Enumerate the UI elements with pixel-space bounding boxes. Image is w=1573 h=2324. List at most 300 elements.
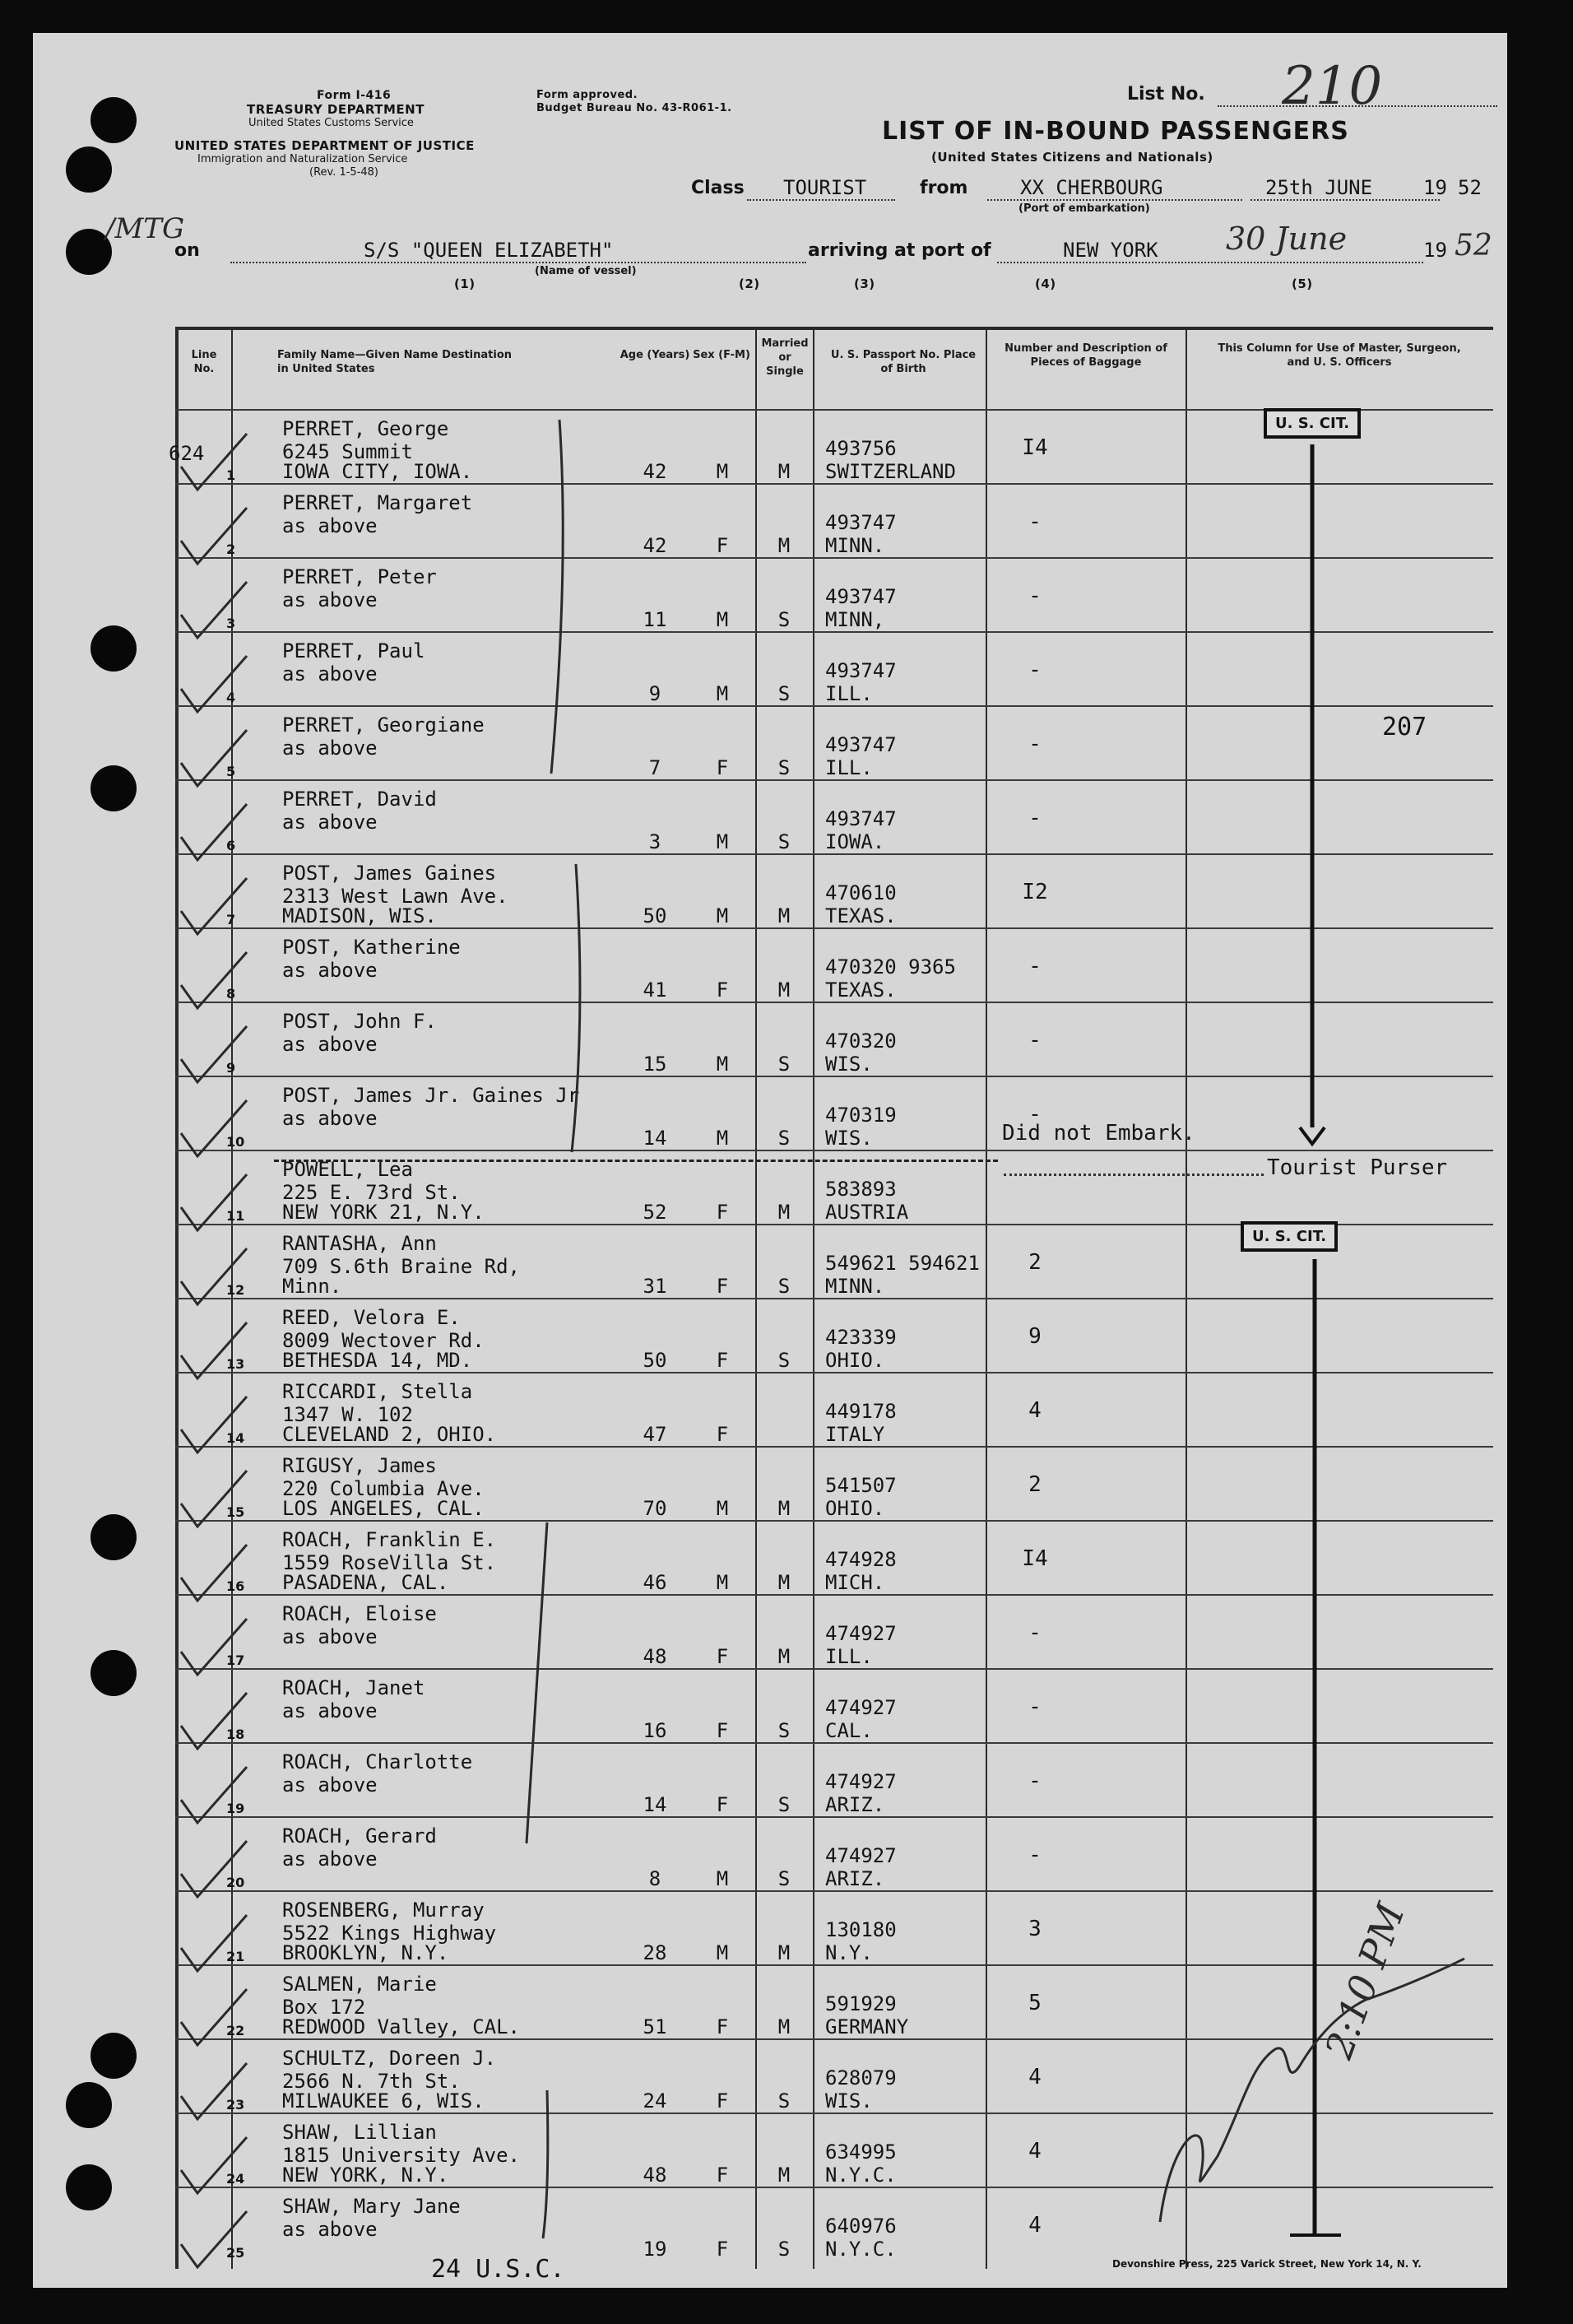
passport-number: 493747	[825, 585, 897, 608]
did-not-embark-note: Did not Embark.	[1002, 1121, 1195, 1146]
page-title: LIST OF IN-BOUND PASSENGERS	[882, 117, 1349, 146]
passport-number: 493747	[825, 807, 897, 830]
check-mark	[181, 730, 247, 786]
age-cell: 24	[643, 2089, 667, 2113]
place-of-birth: TEXAS.	[825, 978, 897, 1002]
place-of-birth: WIS.	[825, 1053, 873, 1076]
bracket-mark	[527, 1522, 547, 1843]
passenger-name: ROACH, Gerard	[282, 1824, 437, 1848]
arrival-year-prefix: 19	[1423, 239, 1447, 262]
check-mark	[181, 1026, 247, 1082]
line-number: 9	[226, 1060, 236, 1076]
line-number: 3	[226, 616, 236, 631]
line-number: 21	[226, 1949, 245, 1964]
marital-cell: M	[777, 1201, 791, 1224]
line-number: 22	[226, 2023, 245, 2038]
column-number-5: (5)	[1292, 277, 1313, 291]
address-line-1: as above	[282, 1699, 378, 1722]
sex-cell: M	[716, 1941, 729, 1964]
baggage-count: 2	[1028, 1472, 1042, 1497]
ins-label: Immigration and Naturalization Service	[197, 153, 408, 165]
passport-number: 470320	[825, 1030, 897, 1053]
signature-mark	[1160, 1959, 1464, 2222]
sex-cell: F	[716, 1275, 729, 1298]
passenger-name: PERRET, Georgiane	[282, 713, 485, 737]
place-of-birth: N.Y.C.	[825, 2164, 897, 2187]
marital-cell: S	[777, 608, 791, 631]
address-line-1: as above	[282, 1848, 378, 1871]
age-cell: 14	[643, 1793, 667, 1816]
header-line-no: Line No.	[191, 349, 217, 375]
check-mark	[181, 1989, 247, 2045]
manifest-page	[33, 33, 1507, 2288]
passport-number: 634995	[825, 2140, 897, 2164]
passenger-name: PERRET, Peter	[282, 565, 437, 588]
column-number-4: (4)	[1035, 277, 1056, 291]
passport-number: 470319	[825, 1104, 897, 1127]
marital-cell: M	[777, 534, 791, 557]
check-mark	[181, 952, 247, 1008]
check-mark	[181, 1767, 247, 1823]
address-line-2: CLEVELAND 2, OHIO.	[282, 1423, 497, 1446]
age-cell: 14	[643, 1127, 667, 1150]
passport-number: 493747	[825, 511, 897, 534]
marital-cell: S	[777, 1053, 791, 1076]
address-line-2: MILWAUKEE 6, WIS.	[282, 2089, 485, 2113]
address-line-1: as above	[282, 1107, 378, 1130]
place-of-birth: N.Y.C.	[825, 2238, 897, 2261]
line-number: 15	[226, 1504, 245, 1520]
baggage-count: -	[1028, 509, 1042, 534]
age-cell: 15	[643, 1053, 667, 1076]
sex-cell: M	[716, 682, 729, 705]
age-cell: 9	[648, 682, 661, 705]
arrival-port: NEW YORK	[1063, 239, 1158, 262]
place-of-birth: MINN,	[825, 608, 885, 631]
baggage-count: 4	[1028, 1398, 1042, 1423]
passenger-name: ROACH, Franklin E.	[282, 1528, 497, 1551]
marital-cell: S	[777, 1127, 791, 1150]
address-line-1: as above	[282, 588, 378, 611]
address-line-1: as above	[282, 1773, 378, 1796]
line-number: 8	[226, 986, 236, 1002]
passenger-name: POST, John F.	[282, 1010, 437, 1033]
column-number-3: (3)	[854, 277, 875, 291]
marital-cell: S	[777, 682, 791, 705]
place-of-birth: ARIZ.	[825, 1793, 885, 1816]
line-number: 19	[226, 1801, 245, 1816]
passport-number: 130180	[825, 1918, 897, 1941]
address-line-1: Box 172	[282, 1996, 366, 2019]
vessel-caption: (Name of vessel)	[535, 265, 637, 277]
age-cell: 31	[643, 1275, 667, 1298]
passenger-name: RIGUSY, James	[282, 1454, 437, 1477]
passenger-name: ROSENBERG, Murray	[282, 1899, 485, 1922]
place-of-birth: OHIO.	[825, 1349, 885, 1372]
passport-number: 423339	[825, 1326, 897, 1349]
line-number: 18	[226, 1727, 245, 1742]
line-number: 5	[226, 764, 236, 779]
address-line-1: 8009 Wectover Rd.	[282, 1329, 485, 1352]
line-number: 23	[226, 2097, 245, 2113]
marital-cell: M	[777, 1645, 791, 1668]
baggage-count: -	[1028, 806, 1042, 830]
passenger-name: SCHULTZ, Doreen J.	[282, 2047, 497, 2070]
passenger-name: POST, James Jr. Gaines Jr	[282, 1084, 580, 1107]
citizen-stamp-bottom: U. S. CIT.	[1241, 1221, 1338, 1252]
column-number-2: (2)	[739, 277, 760, 291]
baggage-count: 4	[1028, 2065, 1042, 2089]
line-number: 12	[226, 1282, 245, 1298]
address-line-1: 2566 N. 7th St.	[282, 2070, 461, 2093]
footer-statute: 24 U.S.C.	[431, 2255, 565, 2284]
address-line-1: as above	[282, 737, 378, 760]
passport-number: 449178	[825, 1400, 897, 1423]
address-line-2: PASADENA, CAL.	[282, 1571, 449, 1594]
passport-number: 474927	[825, 1622, 897, 1645]
marital-cell: S	[777, 1793, 791, 1816]
age-cell: 3	[648, 830, 661, 853]
sex-cell: F	[716, 978, 729, 1002]
address-line-2: Minn.	[282, 1275, 342, 1298]
passport-number: 470610	[825, 881, 897, 904]
check-mark	[181, 804, 247, 860]
age-cell: 48	[643, 2164, 667, 2187]
place-of-birth: ILL.	[825, 1645, 873, 1668]
age-cell: 7	[648, 756, 661, 779]
header-passport: U. S. Passport No. Place of Birth	[830, 349, 977, 375]
on-label: on	[174, 240, 200, 261]
passenger-name: PERRET, George	[282, 417, 449, 440]
treasury-label: TREASURY DEPARTMENT	[247, 102, 425, 117]
line-number: 7	[226, 912, 236, 927]
class-label: Class	[691, 178, 745, 198]
form-number: Form I-416	[317, 89, 392, 102]
baggage-count: -	[1028, 732, 1042, 756]
address-line-2: LOS ANGELES, CAL.	[282, 1497, 485, 1520]
place-of-birth: SWITZERLAND	[825, 460, 956, 483]
sex-cell: M	[716, 904, 729, 927]
header-sex: Sex (F-M)	[693, 349, 750, 361]
address-line-1: as above	[282, 811, 378, 834]
marital-cell: M	[777, 1497, 791, 1520]
page-subtitle: (United States Citizens and Nationals)	[931, 150, 1213, 165]
line-number: 25	[226, 2245, 245, 2261]
age-cell: 16	[643, 1719, 667, 1742]
age-cell: 42	[643, 460, 667, 483]
passport-number: 640976	[825, 2215, 897, 2238]
sex-cell: M	[716, 1867, 729, 1890]
baggage-count: -	[1028, 1843, 1042, 1867]
passenger-name: REED, Velora E.	[282, 1306, 461, 1329]
baggage-count: 3	[1028, 1917, 1042, 1941]
passport-number: 474927	[825, 1844, 897, 1867]
address-line-1: 6245 Summit	[282, 440, 413, 463]
check-mark	[181, 1248, 247, 1304]
age-cell: 19	[643, 2238, 667, 2261]
marital-cell: M	[777, 1941, 791, 1964]
port-of-embarkation: XX CHERBOURG	[1020, 176, 1163, 199]
address-line-1: 2313 West Lawn Ave.	[282, 885, 508, 908]
place-of-birth: GERMANY	[825, 2015, 909, 2038]
address-line-1: 1347 W. 102	[282, 1403, 413, 1426]
check-mark	[181, 1841, 247, 1897]
address-line-1: as above	[282, 1625, 378, 1648]
departure-year-prefix: 19	[1423, 176, 1447, 199]
line-number: 20	[226, 1875, 245, 1890]
place-of-birth: WIS.	[825, 2089, 873, 2113]
address-line-1: as above	[282, 514, 378, 537]
passport-number: 474927	[825, 1770, 897, 1793]
sex-cell: M	[716, 460, 729, 483]
sex-cell: F	[716, 1793, 729, 1816]
passenger-name: SHAW, Mary Jane	[282, 2195, 461, 2218]
passenger-name: RICCARDI, Stella	[282, 1380, 473, 1403]
place-of-birth: MINN.	[825, 1275, 885, 1298]
age-cell: 42	[643, 534, 667, 557]
sex-cell: F	[716, 1349, 729, 1372]
passenger-name: PERRET, Margaret	[282, 491, 473, 514]
purser-note: Tourist Purser	[1267, 1155, 1448, 1180]
passenger-name: ROACH, Janet	[282, 1676, 425, 1699]
baggage-count: I4	[1022, 435, 1048, 460]
check-mark	[181, 1915, 247, 1971]
check-mark	[181, 1397, 247, 1452]
age-cell: 47	[643, 1423, 667, 1446]
arriving-label: arriving at port of	[808, 240, 991, 261]
passport-number: 591929	[825, 1992, 897, 2015]
passport-number: 549621 594621	[825, 1252, 980, 1275]
baggage-count: I2	[1022, 880, 1048, 904]
sex-cell: F	[716, 1201, 729, 1224]
check-mark	[181, 656, 247, 712]
sex-cell: M	[716, 830, 729, 853]
approved-label: Form approved.	[536, 89, 638, 101]
bracket-mark	[572, 864, 580, 1152]
baggage-count: -	[1028, 954, 1042, 978]
page-reference: 207	[1382, 713, 1427, 741]
place-of-birth: CAL.	[825, 1719, 873, 1742]
vessel-name: S/S "QUEEN ELIZABETH"	[364, 239, 614, 262]
passenger-name: PERRET, David	[282, 788, 437, 811]
list-no-value: 210	[1282, 56, 1383, 117]
line-number: 14	[226, 1430, 245, 1446]
sex-cell: M	[716, 608, 729, 631]
marital-cell: M	[777, 2164, 791, 2187]
passport-number: 583893	[825, 1178, 897, 1201]
passport-number: 470320 9365	[825, 955, 956, 978]
place-of-birth: MINN.	[825, 534, 885, 557]
address-line-2: REDWOOD Valley, CAL.	[282, 2015, 520, 2038]
header-married: Married or Single	[761, 337, 809, 378]
doj-label: UNITED STATES DEPARTMENT OF JUSTICE	[174, 138, 475, 153]
address-line-1: as above	[282, 662, 378, 686]
address-line-1: 1815 University Ave.	[282, 2144, 520, 2167]
check-mark	[181, 2063, 247, 2119]
passenger-name: ROACH, Charlotte	[282, 1750, 473, 1773]
sex-cell: F	[716, 2089, 729, 2113]
baggage-count: -	[1028, 1102, 1042, 1127]
age-cell: 50	[643, 904, 667, 927]
line-number: 4	[226, 690, 236, 705]
line-number: 16	[226, 1578, 245, 1594]
baggage-count: -	[1028, 1620, 1042, 1645]
baggage-count: 9	[1028, 1324, 1042, 1349]
baggage-count: -	[1028, 583, 1042, 608]
place-of-birth: TEXAS.	[825, 904, 897, 927]
baggage-count: 2	[1028, 1250, 1042, 1275]
marital-cell: S	[777, 830, 791, 853]
header-name: Family Name—Given Name Destination in United States	[277, 349, 513, 375]
age-cell: 52	[643, 1201, 667, 1224]
marital-cell: S	[777, 2089, 791, 2113]
sex-cell: F	[716, 2238, 729, 2261]
bracket-mark	[551, 420, 563, 774]
marital-cell: S	[777, 1275, 791, 1298]
class-value: TOURIST	[783, 176, 867, 199]
column-number-1: (1)	[454, 277, 476, 291]
baggage-count: -	[1028, 1028, 1042, 1053]
check-mark	[181, 2211, 247, 2267]
passenger-name: POWELL, Lea	[282, 1158, 413, 1181]
check-mark	[181, 1471, 247, 1527]
check-mark	[181, 582, 247, 638]
address-line-2: NEW YORK, N.Y.	[282, 2164, 449, 2187]
age-cell: 8	[648, 1867, 661, 1890]
baggage-count: I4	[1022, 1546, 1048, 1571]
arrival-date: 30 June	[1226, 221, 1348, 257]
check-mark	[181, 1100, 247, 1156]
printer-credit: Devonshire Press, 225 Varick Street, New York 14, N. Y.	[1112, 2258, 1422, 2270]
from-label: from	[920, 178, 968, 198]
time-note: 2:10 PM	[1316, 1897, 1413, 2065]
age-cell: 48	[643, 1645, 667, 1668]
line-number: 24	[226, 2171, 245, 2187]
header-age: Age (Years)	[619, 349, 690, 361]
passenger-name: SHAW, Lillian	[282, 2121, 437, 2144]
place-of-birth: IOWA.	[825, 830, 885, 853]
departure-date: 25th JUNE	[1265, 176, 1373, 199]
address-line-2: BROOKLYN, N.Y.	[282, 1941, 449, 1964]
passenger-name: POST, Katherine	[282, 936, 461, 959]
sex-cell: F	[716, 1645, 729, 1668]
sex-cell: F	[716, 756, 729, 779]
marital-cell: S	[777, 1867, 791, 1890]
sex-cell: M	[716, 1497, 729, 1520]
bracket-mark	[543, 2090, 548, 2238]
baggage-count: -	[1028, 1769, 1042, 1793]
age-cell: 51	[643, 2015, 667, 2038]
citizen-stamp-top: U. S. CIT.	[1264, 408, 1361, 439]
sex-cell: F	[716, 2164, 729, 2187]
check-mark	[181, 434, 247, 490]
age-cell: 70	[643, 1497, 667, 1520]
passenger-name: ROACH, Eloise	[282, 1602, 437, 1625]
sex-cell: F	[716, 534, 729, 557]
address-line-1: 220 Columbia Ave.	[282, 1477, 485, 1500]
place-of-birth: ITALY	[825, 1423, 885, 1446]
line-number: 13	[226, 1356, 245, 1372]
marital-cell: S	[777, 1349, 791, 1372]
marital-cell: S	[777, 1719, 791, 1742]
place-of-birth: ILL.	[825, 682, 873, 705]
passport-number: 493756	[825, 437, 897, 460]
age-cell: 11	[643, 608, 667, 631]
passport-number: 474927	[825, 1696, 897, 1719]
address-line-1: as above	[282, 2218, 378, 2241]
baggage-count: 5	[1028, 1991, 1042, 2015]
marital-cell: M	[777, 1571, 791, 1594]
check-mark	[181, 878, 247, 934]
line-number: 6	[226, 838, 236, 853]
age-cell: 46	[643, 1571, 667, 1594]
line-number: 2	[226, 541, 236, 557]
passport-number: 628079	[825, 2066, 897, 2089]
margin-note: /MTG	[105, 212, 185, 245]
line-number: 10	[226, 1134, 245, 1150]
baggage-count: 4	[1028, 2213, 1042, 2238]
passenger-name: RANTASHA, Ann	[282, 1232, 437, 1255]
age-cell: 41	[643, 978, 667, 1002]
header-officers: This Column for Use of Master, Surgeon, and U. S. Officers	[1218, 342, 1461, 369]
marital-cell: M	[777, 2015, 791, 2038]
customs-label: United States Customs Service	[248, 117, 414, 129]
check-mark	[181, 1322, 247, 1378]
address-line-1: as above	[282, 1033, 378, 1056]
line-number: 11	[226, 1208, 245, 1224]
passport-number: 493747	[825, 733, 897, 756]
check-mark	[181, 1174, 247, 1230]
address-line-1: 5522 Kings Highway	[282, 1922, 497, 1945]
port-caption: (Port of embarkation)	[1019, 202, 1150, 215]
sex-cell: F	[716, 2015, 729, 2038]
handwritten-marks	[33, 33, 1507, 2288]
sex-cell: M	[716, 1127, 729, 1150]
baggage-count: -	[1028, 1694, 1042, 1719]
sex-cell: F	[716, 1719, 729, 1742]
place-of-birth: N.Y.	[825, 1941, 873, 1964]
check-mark	[181, 1545, 247, 1601]
passport-number: 541507	[825, 1474, 897, 1497]
place-of-birth: AUSTRIA	[825, 1201, 909, 1224]
place-of-birth: OHIO.	[825, 1497, 885, 1520]
address-line-2: IOWA CITY, IOWA.	[282, 460, 473, 483]
passport-number: 493747	[825, 659, 897, 682]
passenger-name: PERRET, Paul	[282, 639, 425, 662]
address-line-1: 709 S.6th Braine Rd,	[282, 1255, 520, 1278]
marital-cell: S	[777, 756, 791, 779]
list-no-label: List No.	[1127, 84, 1205, 105]
rev-label: (Rev. 1-5-48)	[309, 166, 379, 179]
marital-cell: M	[777, 904, 791, 927]
sex-cell: M	[716, 1571, 729, 1594]
place-of-birth: ARIZ.	[825, 1867, 885, 1890]
line-number: 1	[226, 467, 236, 483]
arrow-head	[1300, 1127, 1325, 1144]
address-line-2: NEW YORK 21, N.Y.	[282, 1201, 485, 1224]
address-line-2: MADISON, WIS.	[282, 904, 437, 927]
passenger-name: SALMEN, Marie	[282, 1973, 437, 1996]
departure-year: 52	[1458, 176, 1482, 199]
place-of-birth: MICH.	[825, 1571, 885, 1594]
sex-cell: F	[716, 1423, 729, 1446]
budget-label: Budget Bureau No. 43-R061-1.	[536, 102, 732, 114]
arrival-year: 52	[1455, 229, 1492, 263]
check-mark	[181, 2137, 247, 2193]
marital-cell: M	[777, 460, 791, 483]
place-of-birth: WIS.	[825, 1127, 873, 1150]
passport-number: 474928	[825, 1548, 897, 1571]
